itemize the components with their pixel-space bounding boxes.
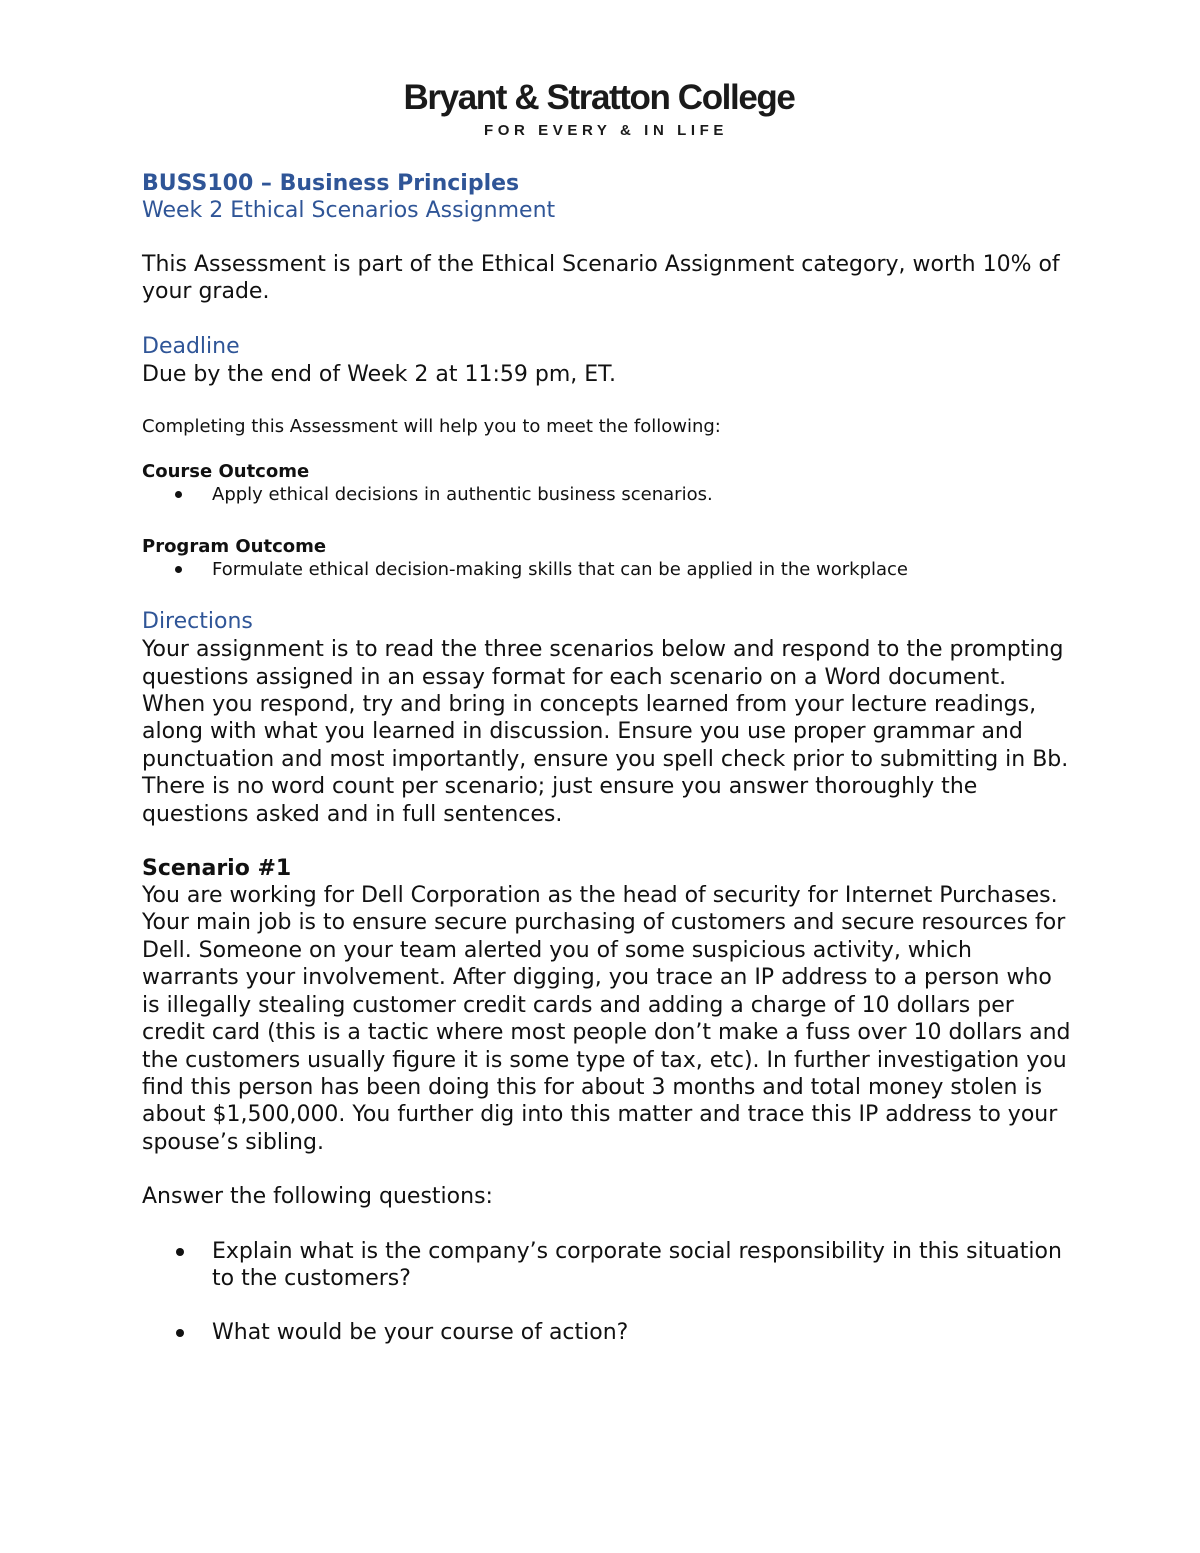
- deadline-heading: Deadline: [142, 333, 240, 359]
- list-item: [142, 558, 1072, 582]
- question-text: Explain what is the company’s corporate social responsibility in this situation to the customers?: [212, 1238, 1062, 1291]
- college-tagline: FOR EVERY & IN LIFE: [483, 122, 729, 139]
- scenario-1-text: You are working for Dell Corporation as the head of security for Internet Purchases. Your main job is to ensure secure purchasing of customers and secure resources for Dell. Someone on your team alerted you of some suspicious activity, which warrants your involvement. After digging, you trace an IP address to a person who is illegally stealing customer credit cards and adding a charge of 10 dollars per credit card (this is a tactic where most people don’t make a fuss over 10 dollars and the customers usually figure it is some type of tax, etc). In further investigation you find this person has been doing this for about 3 months and total money stolen is about $1,500,000. You further dig into this matter and trace this IP address to your spouse’s sibling.: [142, 883, 1071, 1155]
- bullet-icon: [176, 1248, 184, 1256]
- scenario-1-heading: Scenario #1: [142, 856, 292, 882]
- program-outcome-list: [142, 558, 1072, 582]
- course-outcome-list: [142, 483, 1072, 507]
- course-outcome-heading: Course Outcome: [142, 461, 310, 483]
- questions-intro: Answer the following questions:: [142, 1184, 493, 1210]
- program-outcome-heading: Program Outcome: [142, 536, 327, 558]
- directions-text: Your assignment is to read the three scenarios below and respond to the prompting questions assigned in an essay format for each scenario on a Word document. When you respond, try and bring in concepts learned from your lecture readings, along with what you learned in discussion. Ensure you use proper grammar and punctuation and most importantly, ensure you spell check prior to submitting in Bb. There is no word count per scenario; just ensure you answer thoroughly the questions asked and in full sentences.: [142, 637, 1069, 827]
- list-item: [142, 1238, 1072, 1293]
- assignment-title: Week 2 Ethical Scenarios Assignment: [142, 198, 556, 223]
- college-name: Bryant & Stratton College: [403, 78, 795, 117]
- questions-list: [142, 1238, 1072, 1347]
- program-outcome-text: Formulate ethical decision-making skills that can be applied in the workplace: [212, 559, 909, 581]
- directions-heading: Directions: [142, 609, 253, 635]
- bullet-icon: [175, 491, 182, 498]
- list-item: [142, 1319, 1072, 1346]
- intro-paragraph: This Assessment is part of the Ethical Scenario Assignment category, worth 10% of your grade.: [142, 252, 1060, 305]
- bullet-icon: [176, 1329, 184, 1337]
- deadline-text: Due by the end of Week 2 at 11:59 pm, ET.: [142, 361, 616, 387]
- course-title: BUSS100 – Business Principles: [142, 171, 520, 196]
- question-text: What would be your course of action?: [212, 1320, 629, 1346]
- document-body: [142, 170, 1072, 1374]
- course-outcome-text: Apply ethical decisions in authentic business scenarios.: [212, 484, 713, 506]
- list-item: [142, 483, 1072, 507]
- college-logo: [0, 78, 1200, 139]
- bullet-icon: [175, 566, 182, 573]
- completing-text: Completing this Assessment will help you to meet the following:: [142, 416, 721, 438]
